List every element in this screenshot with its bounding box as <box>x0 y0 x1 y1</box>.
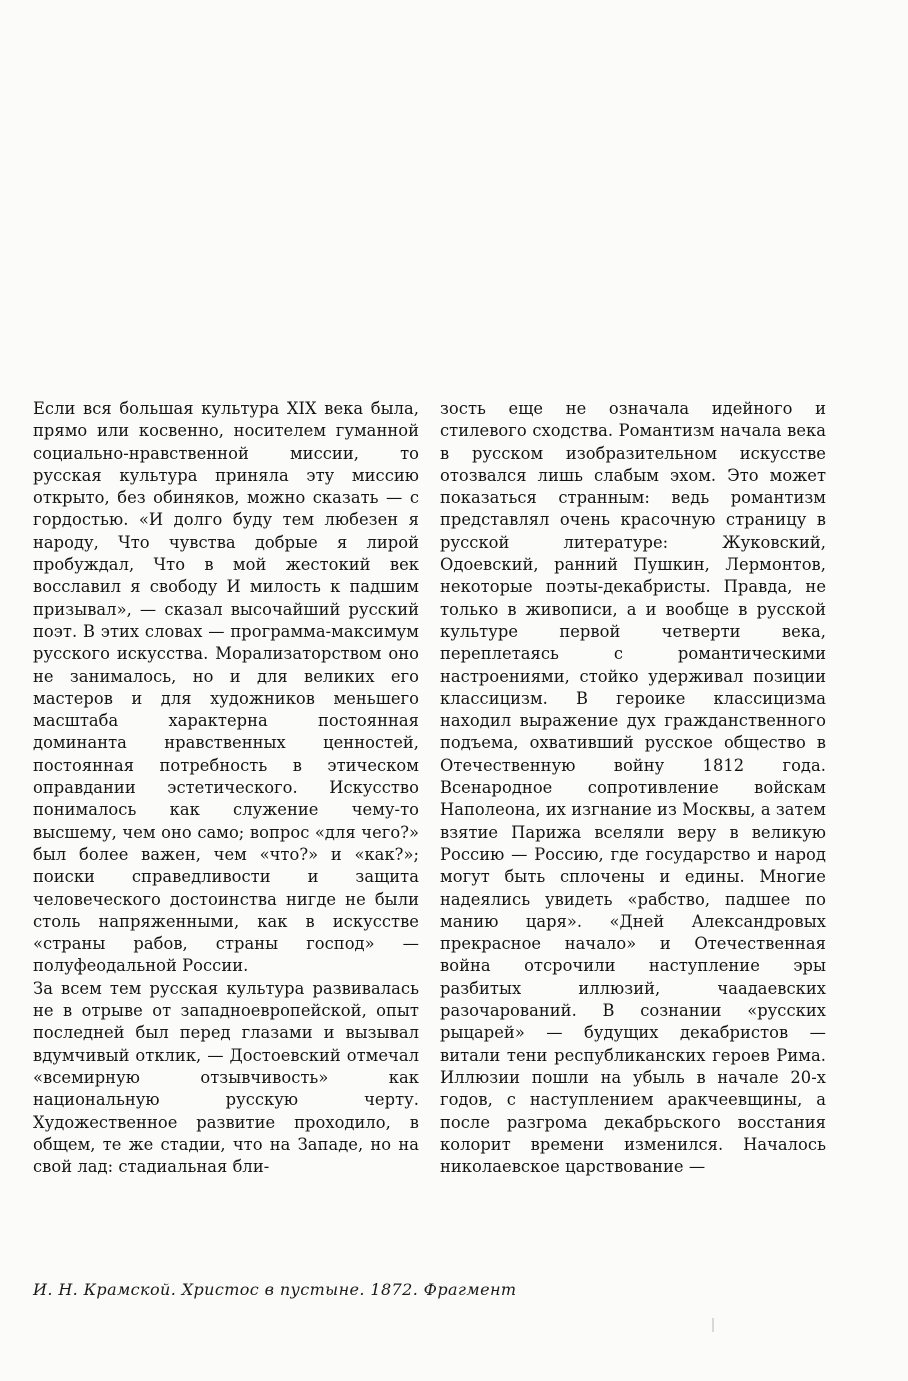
scan-mark <box>712 1318 714 1332</box>
body-paragraph: зость еще не означала идейного и стилевого сходства. Романтизм начала века в русском изобразительном искусстве отозвался лишь слабым эхом. Это может показаться странным: ведь романтизм представлял очень красочную страницу в русской литературе: Жуковский, Одоевский, ранний Пушкин, Лермонтов, некоторые поэты-декабристы. Правда, не только в живописи, а и вообще в русской культуре первой четверти века, переплетаясь с романтическими настроениями, стойко удерживал позиции классицизм. В героике классицизма находил выражение дух гражданственного подъема, охвативший русское общество в Отечественную войну 1812 года. Всенародное сопротивление войскам Наполеона, их изгнание из Москвы, а затем взятие Парижа вселяли веру в великую Россию — Россию, где государство и народ могут быть сплочены и едины. Многие надеялись увидеть «рабство, падшее по манию царя». «Дней Александровых прекрасное начало» и Отечественная война отсрочили наступление эры разбитых иллюзий, чаадаевских разочарований. В сознании «русских рыцарей» — будущих декабристов — витали тени республиканских героев Рима. Иллюзии пошли на убыль в начале 20-х годов, с наступлением аракчеевщины, а после разгрома декабрьского восстания колорит времени изменился. Началось николаевское царствование — <box>440 399 826 1177</box>
text-column-left <box>33 398 419 1178</box>
body-paragraph: За всем тем русская культура развивалась не в отрыве от западноевропейской, опыт последней был перед глазами и вызывал вдумчивый отклик, — Достоевский отмечал «всемирную отзывчивость» как национальную русскую черту. Художественное развитие проходило, в общем, те же стадии, что на Западе, но на свой лад: стадиальная бли- <box>33 978 419 1177</box>
illustration-caption: И. Н. Крамской. Христос в пустыне. 1872. Фрагмент <box>33 1280 517 1299</box>
body-paragraph: Если вся большая культура XIX века была, прямо или косвенно, носителем гуманной социально-нравственной миссии, то русская культура приняла эту миссию открыто, без обиняков, можно сказать — с гордостью. «И долго буду тем любезен я народу, Что чувства добрые я лирой пробуждал, Что в мой жестокий век восславил я свободу И милость к падшим призывал», — сказал высочайший русский поэт. В этих словах — программа-максимум русского искусства. Морализаторством оно не занималось, но и для великих его мастеров и для художников меньшего масштаба характерна постоянная доминанта нравственных ценностей, постоянная потребность в этическом оправдании эстетического. Искусство понималось как служение чему-то высшему, чем оно само; вопрос «для чего?» был более важен, чем «что?» и «как?»; поиски справедливости и защита человеческого достоинства нигде не были столь напряженными, как в искусстве «страны рабов, страны господ» — полуфеодальной России. <box>33 399 419 976</box>
text-column-right <box>440 398 826 1178</box>
